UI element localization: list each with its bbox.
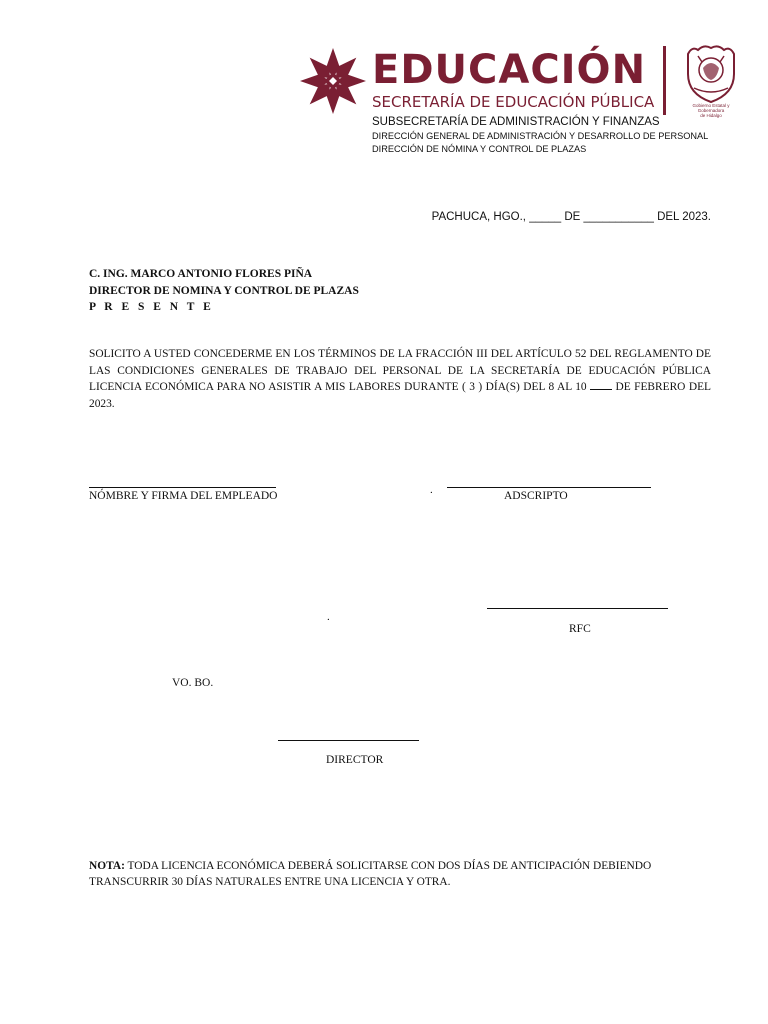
employee-signature-label: NÓMBRE Y FIRMA DEL EMPLEADO	[89, 490, 278, 502]
seal-caption-line: de Hidalgo	[700, 113, 722, 118]
separator-dot: .	[327, 611, 330, 623]
sep-star-logo-icon	[300, 44, 366, 118]
rfc-line	[487, 608, 668, 609]
rfc-label: RFC	[569, 623, 591, 635]
employee-signature-line	[89, 487, 276, 488]
nota-text: TODA LICENCIA ECONÓMICA DEBERÁ SOLICITARSE CON DOS DÍAS DE ANTICIPACIÓN DEBIENDO TRANSCURRIR 30 DÍAS NATURALES ENTRE UNA LICENCIA Y OTRA.	[89, 860, 652, 888]
adscripto-line	[447, 487, 651, 488]
seal-caption-line: Gobierno Estatal y Gobernadora	[692, 103, 730, 113]
header-dir-general: DIRECCIÓN GENERAL DE ADMINISTRACIÓN Y DESARROLLO DE PERSONAL	[372, 131, 709, 141]
place-date-line: PACHUCA, HGO., _____ DE ___________ DEL 2023.	[431, 211, 711, 223]
vobo-label: VO. BO.	[172, 677, 214, 689]
request-text-part2: DE FEBRERO DEL 2023.	[89, 381, 711, 410]
request-text-part1: SOLICITO A USTED CONCEDERME EN LOS TÉRMINOS DE LA FRACCIÓN III DEL ARTÍCULO 52 DEL REGLAMENTO DE LAS CONDICIONES GENERALES DE TRABAJO DEL PERSONAL DE LA SECRETARÍA DE EDUCACIÓN PÚBLICA LICENCIA ECONÓMICA PARA NO ASISTIR A MIS LABORES DURANTE ( 3 ) DÍA(S) DEL 8 AL 10	[89, 348, 711, 393]
seal-caption	[680, 103, 742, 118]
presente: P R E S E N T E	[89, 301, 214, 313]
header-divider	[663, 46, 666, 115]
separator-dot: .	[430, 484, 433, 496]
hidalgo-seal-icon	[684, 44, 738, 104]
director-signature-line	[278, 740, 419, 741]
nota-label: NOTA:	[89, 860, 125, 872]
header-subtitle: SECRETARÍA DE EDUCACIÓN PÚBLICA	[372, 93, 655, 111]
addressee-title: DIRECTOR DE NOMINA Y CONTROL DE PLAZAS	[89, 285, 359, 297]
header-title: EDUCACIÓN	[372, 47, 647, 93]
adscripto-label: ADSCRIPTO	[504, 490, 568, 502]
director-label: DIRECTOR	[326, 754, 384, 766]
request-blank-line	[590, 379, 612, 390]
addressee-name: C. ING. MARCO ANTONIO FLORES PIÑA	[89, 268, 313, 280]
nota-paragraph	[89, 858, 711, 890]
request-paragraph	[89, 346, 711, 412]
header-dir-nomina: DIRECCIÓN DE NÓMINA Y CONTROL DE PLAZAS	[372, 144, 587, 154]
header-sub-admin: SUBSECRETARÍA DE ADMINISTRACIÓN Y FINANZAS	[372, 116, 660, 128]
